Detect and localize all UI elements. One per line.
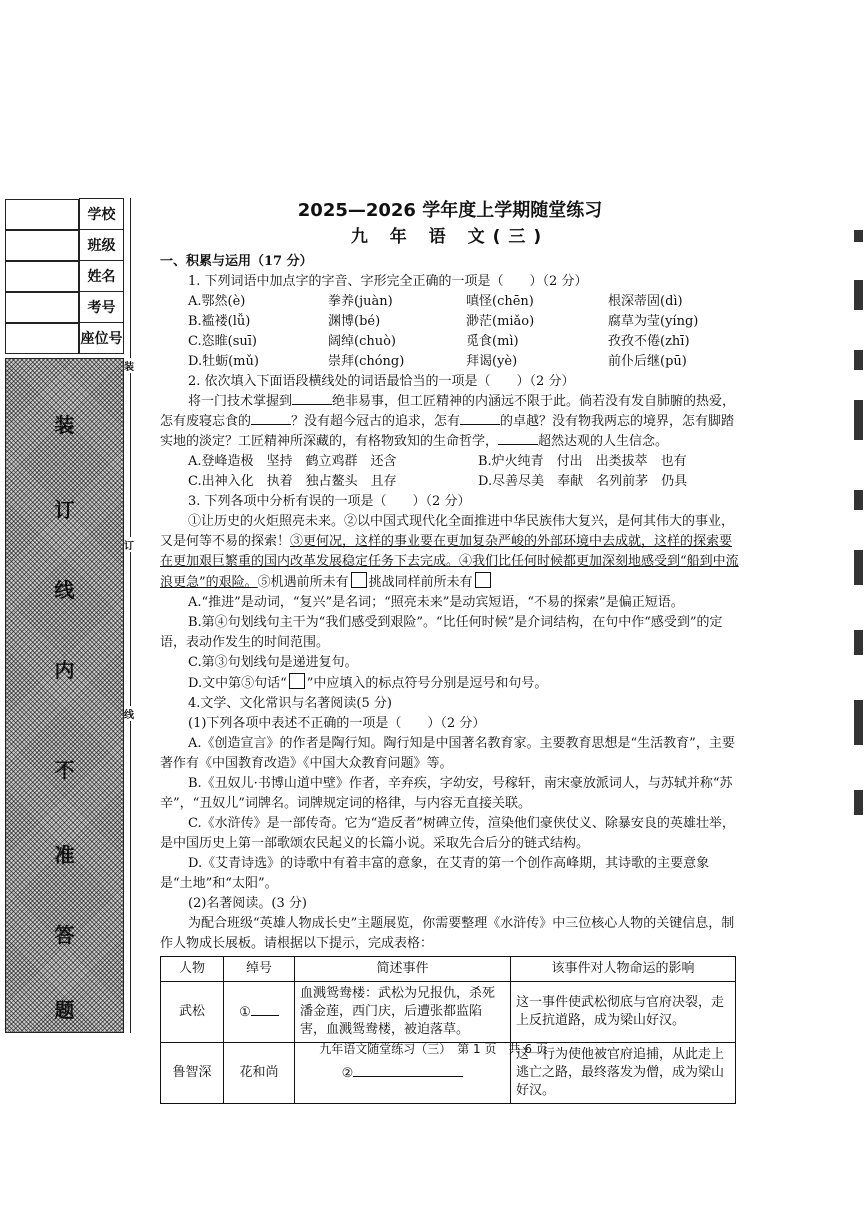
seal-char: 准 (54, 843, 75, 867)
option-item: 阔绰(chuò) (328, 334, 396, 349)
option-item[interactable]: C.出神入化 执着 独占鳌头 且存 (188, 474, 397, 489)
binding-seal-strip (5, 358, 124, 1033)
question-4-sub1: (1)下列各项中表述不正确的一项是（ ）（2 分） (188, 716, 486, 731)
exam-number-label: 考号 (80, 292, 124, 323)
option-item[interactable]: B.褴褛(lǚ) (188, 314, 251, 329)
table-cell[interactable]: ① (224, 982, 295, 1043)
option-item: 觅食(mì) (466, 334, 519, 349)
option-item: 渊博(bé) (328, 314, 381, 329)
answer-blank[interactable] (251, 1003, 279, 1016)
page-subtitle: 九 年 语 文(三) (350, 227, 550, 247)
name-label: 姓名 (80, 261, 124, 292)
table-header: 人物 (161, 957, 224, 982)
option-item: 孜孜不倦(zhī) (608, 334, 690, 349)
seal-char: 线 (54, 578, 75, 602)
option-item: 腐草为莹(yíng) (608, 314, 699, 329)
question-3-passage: ①让历史的火炬照亮未来。②以中国式现代化全面推进中华民族伟大复兴，是何其伟大的事业，又是何等不易的探索！③更何况，这样的事业要在更加复杂严峻的外部环境中去成就，这样的探索要在更加艰巨繁重的国内改革发展稳定任务下去完成。④我们比任何时候都更加深刻地感受到“船到中流浪更急”的艰险。⑤机遇前所未有 挑战同样前所未有 (160, 514, 739, 590)
exam-number-field[interactable] (5, 292, 79, 323)
school-field[interactable] (5, 199, 79, 230)
table-cell: 血溅鸳鸯楼：武松为兄报仇，杀死潘金莲，西门庆，后遭张都监陷害，血溅鸳鸯楼，被迫落草。 (295, 982, 511, 1043)
option-item[interactable]: C.《水浒传》是一部传奇。它为“造反者”树碑立传，渲染他们豪侠仗义、除暴安良的英雄壮举，是中国历史上第一部歌颂农民起义的长篇小说。采取先合后分的链式结构。 (160, 816, 735, 851)
table-header: 简述事件 (295, 957, 511, 982)
seat-number-label: 座位号 (80, 323, 124, 354)
section-heading: 一、积累与运用（17 分） (160, 254, 313, 269)
option-item[interactable]: D.尽善尽美 奉献 名列前茅 仍具 (478, 474, 688, 489)
class-field[interactable] (5, 230, 79, 261)
option-item[interactable]: A.鄂然(è) (188, 294, 246, 309)
school-label: 学校 (80, 199, 124, 230)
option-item[interactable]: B.第④句划线句主干为“我们感受到艰险”。“比任何时候”是介词结构，在句中作“感受到”的定语，表动作发生的时间范围。 (160, 615, 723, 650)
option-item: 前仆后继(pū) (608, 354, 687, 369)
punctuation-box-icon (289, 673, 305, 689)
table-cell: 这一行为使他被官府追捕，从此走上逃亡之路，最终落发为僧，成为梁山好汉。 (511, 1043, 736, 1104)
option-item: 崇拜(chóng) (328, 354, 405, 369)
option-item[interactable]: A.“推进”是动词，“复兴”是名词；“照亮未来”是动宾短语，“不易的探索”是偏正短语。 (188, 595, 684, 610)
seal-char: 内 (54, 658, 75, 682)
table-cell: 花和尚 (224, 1043, 295, 1104)
option-item: 根深蒂固(dì) (608, 294, 683, 309)
option-item[interactable]: D.牡蛎(mǔ) (188, 354, 259, 369)
option-item: 拜谒(yè) (466, 354, 518, 369)
character-table (160, 956, 736, 1104)
seal-char: 题 (54, 998, 75, 1022)
seal-char: 订 (54, 498, 75, 522)
student-info-table (5, 198, 124, 354)
seal-char: 不 (54, 758, 75, 782)
binding-line (130, 198, 131, 1033)
option-item: 拳养(juàn) (328, 294, 393, 309)
answer-blank[interactable] (353, 1064, 463, 1077)
question-2-stem: 2. 依次填入下面语段横线处的词语最恰当的一项是（ ）（2 分） (188, 374, 575, 389)
option-item[interactable]: D.《艾青诗选》的诗歌中有着丰富的意象，在艾青的第一个创作高峰期，其诗歌的主要意象是“土地”和“太阳”。 (160, 856, 710, 891)
margin-mark: 线 (124, 706, 134, 721)
table-cell: 这一事件使武松彻底与官府决裂，走上反抗道路，成为梁山好汉。 (511, 982, 736, 1043)
question-3-stem: 3. 下列各项中分析有误的一项是（ ）（2 分） (188, 494, 471, 509)
question-1-stem: 1. 下列词语中加点字的字音、字形完全正确的一项是（ ）（2 分） (188, 274, 588, 289)
margin-mark: 装 (124, 358, 134, 373)
option-item: 嗔怪(chēn) (466, 294, 534, 309)
question-1-options (188, 292, 740, 372)
next-page-edge (852, 190, 867, 890)
option-item[interactable]: D.文中第⑤句话“ ”中应填入的标点符号分别是逗号和句号。 (160, 673, 740, 694)
page-footer: 九年语文随堂练习（三） 第 1 页 共 6 页 (319, 1042, 548, 1056)
seal-char: 答 (54, 923, 75, 947)
question-4-stem: 4.文学、文化常识与名著阅读(5 分) (188, 696, 392, 711)
option-item[interactable]: C.恣睢(suī) (188, 334, 257, 349)
fill-blank[interactable] (498, 432, 538, 445)
punctuation-box[interactable] (475, 572, 491, 588)
question-2-options (188, 452, 740, 492)
option-item: 渺茫(miǎo) (466, 314, 535, 329)
question-2-passage: 将一门技术掌握到 绝非易事，但工匠精神的内涵远不限于此。倘若没有发自肺腑的热爱，怎有废寝忘食的 ？没有超今冠古的追求，怎有 的卓越？没有物我两忘的境界，怎有脚踏实地的淡定？工匠精神所深藏的，有格物致知的生命哲学， 超然达观的人生信念。 (160, 394, 736, 449)
question-4-sub2: (2)名著阅读。(3 分) (188, 896, 307, 911)
name-field[interactable] (5, 261, 79, 292)
table-cell: 鲁智深 (161, 1043, 224, 1104)
table-header: 该事件对人物命运的影响 (511, 957, 736, 982)
table-header: 绰号 (224, 957, 295, 982)
table-row (161, 982, 736, 1043)
margin-mark: 订 (124, 537, 134, 552)
option-item[interactable]: B.炉火纯青 付出 出类拔萃 也有 (478, 454, 687, 469)
fill-blank[interactable] (292, 392, 332, 405)
option-item[interactable]: C.第③句划线句是递进复句。 (188, 655, 358, 670)
seat-number-field[interactable] (5, 323, 79, 354)
table-cell[interactable]: ② (295, 1043, 511, 1104)
page-title: 2025—2026 学年度上学期随堂练习 (297, 200, 603, 221)
option-item[interactable]: A.登峰造极 坚持 鹤立鸡群 还含 (188, 454, 397, 469)
exam-content (160, 198, 740, 1104)
question-4-sub2-text: 为配合班级“英雄人物成长史”主题展览，你需要整理《水浒传》中三位核心人物的关键信息，制作人物成长展板。请根据以下提示，完成表格： (160, 916, 735, 951)
table-cell: 武松 (161, 982, 224, 1043)
option-item[interactable]: B.《丑奴儿·书博山道中壁》作者，辛弃疾，字幼安，号稼轩，南宋豪放派词人，与苏轼并称“苏辛”，“丑奴儿”词牌名。词牌规定词的格律，与内容无直接关联。 (160, 776, 733, 811)
option-item[interactable]: A.《创造宣言》的作者是陶行知。陶行知是中国著名教育家。主要教育思想是“生活教育”，主要著作有《中国教育改造》《中国大众教育问题》等。 (160, 736, 735, 771)
seal-char: 装 (54, 413, 75, 437)
class-label: 班级 (80, 230, 124, 261)
fill-blank[interactable] (460, 412, 500, 425)
fill-blank[interactable] (251, 412, 291, 425)
punctuation-box[interactable] (351, 572, 367, 588)
